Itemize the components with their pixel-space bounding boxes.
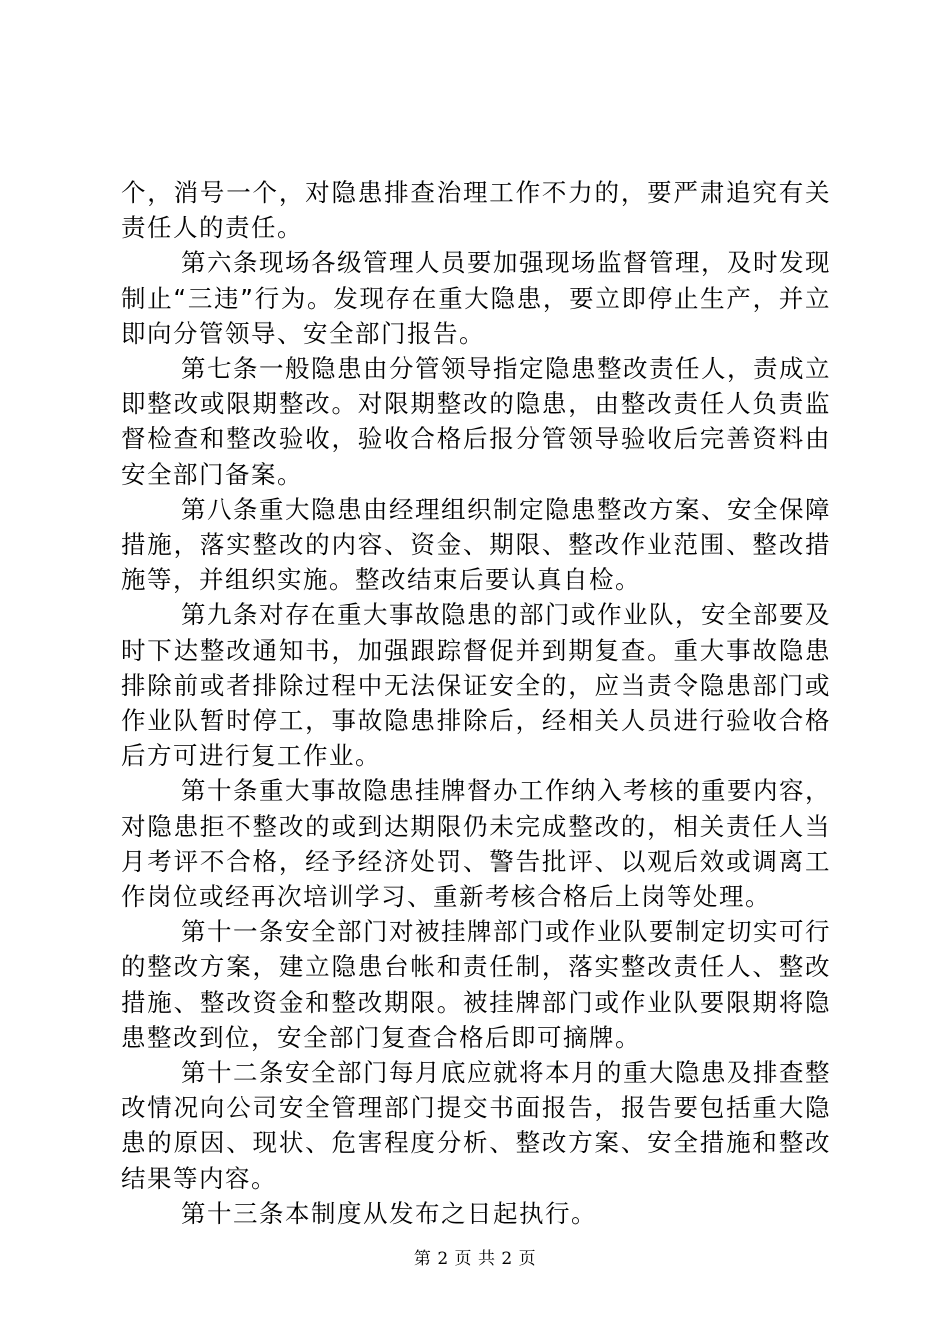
paragraph-article-7: 第七条一般隐患由分管领导指定隐患整改责任人，责成立即整改或限期整改。对限期整改的隐患，由整改责任人负责监督检查和整改验收，验收合格后报分管领导验收后完善资料由安全部门备案。 — [121, 354, 831, 489]
paragraph-article-13: 第十三条本制度从发布之日起执行。 — [181, 1198, 597, 1228]
paragraph-article-12: 第十二条安全部门每月底应就将本月的重大隐患及排查整改情况向公司安全管理部门提交书面报告，报告要包括重大隐患的原因、现状、危害程度分析、整改方案、安全措施和整改结果等内容。 — [121, 1058, 831, 1193]
paragraph-article-8: 第八条重大隐患由经理组织制定隐患整改方案、安全保障措施，落实整改的内容、资金、期限、整改作业范围、整改措施等，并组织实施。整改结束后要认真自检。 — [121, 494, 831, 595]
paragraph-1: 个，消号一个，对隐患排查治理工作不力的，要严肃追究有关责任人的责任。 — [121, 178, 831, 243]
paragraph-article-6: 第六条现场各级管理人员要加强现场监督管理，及时发现制止“三违”行为。发现存在重大隐患，要立即停止生产，并立即向分管领导、安全部门报告。 — [121, 248, 831, 348]
document-body — [121, 175, 831, 1231]
paragraph-article-11: 第十一条安全部门对被挂牌部门或作业队要制定切实可行的整改方案，建立隐患台帐和责任制，落实整改责任人、整改措施、整改资金和整改期限。被挂牌部门或作业队要限期将隐患整改到位，安全部门复查合格后即可摘牌。 — [121, 917, 831, 1052]
page-number-footer: 第 2 页 共 2 页 — [413, 1249, 537, 1269]
paragraph-article-10: 第十条重大事故隐患挂牌督办工作纳入考核的重要内容，对隐患拒不整改的或到达期限仍未完成整改的，相关责任人当月考评不合格，经予经济处罚、警告批评、以观后效或调离工作岗位或经再次培训学习、重新考核合格后上岗等处理。 — [121, 776, 831, 912]
paragraph-article-9: 第九条对存在重大事故隐患的部门或作业队，安全部要及时下达整改通知书，加强跟踪督促并到期复查。重大事故隐患排除前或者排除过程中无法保证安全的，应当责令隐患部门或作业队暂时停工，事故隐患排除后，经相关人员进行验收合格后方可进行复工作业。 — [121, 600, 831, 771]
